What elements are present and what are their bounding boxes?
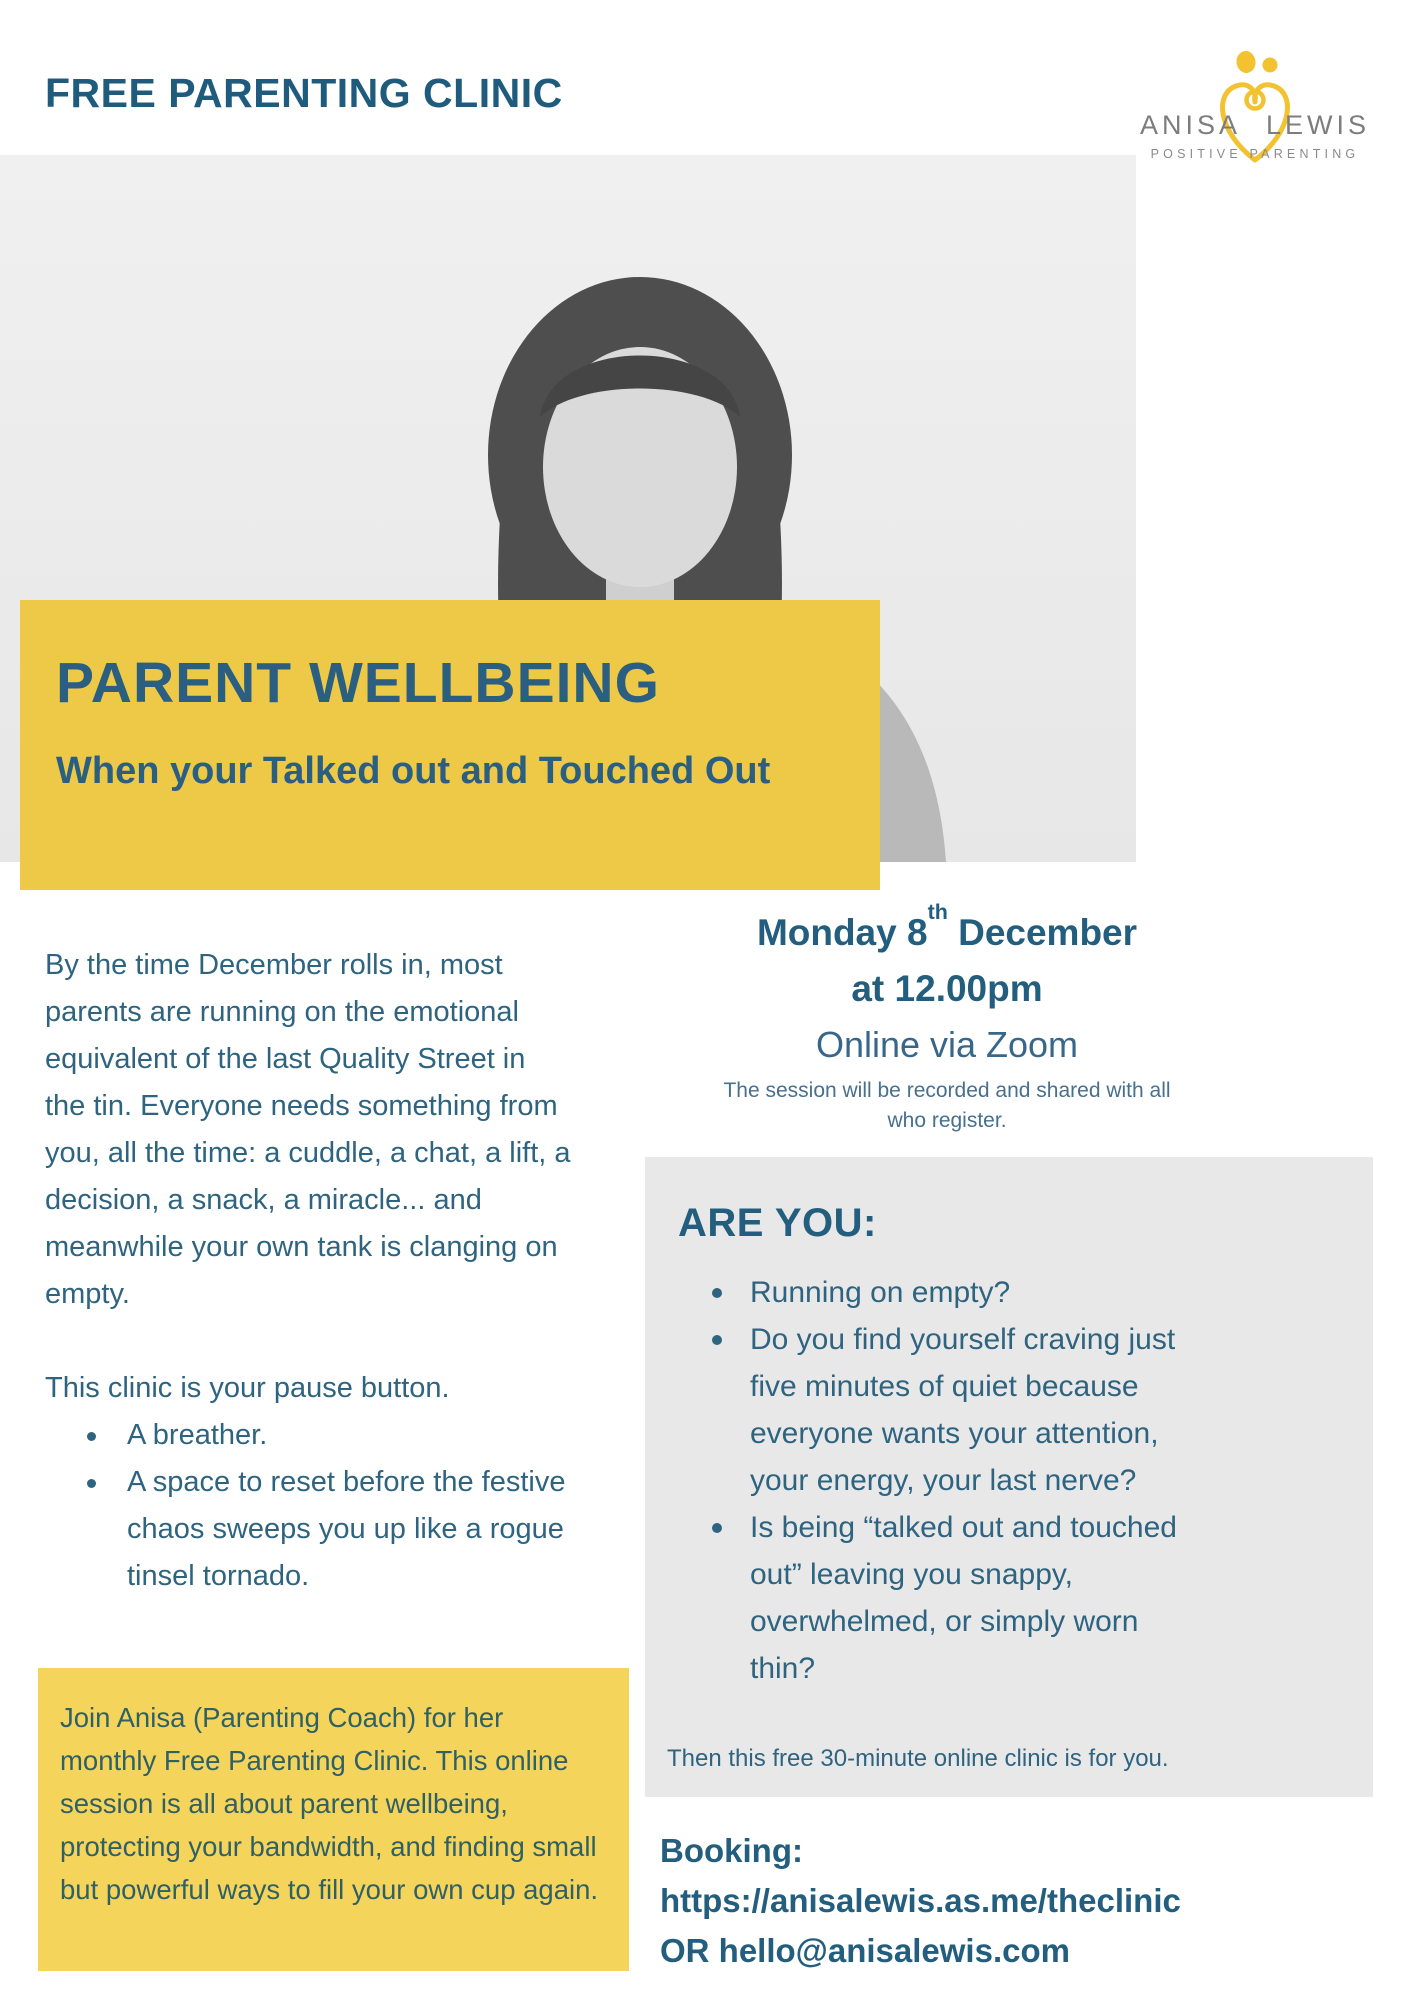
banner-subtitle: When your Talked out and Touched Out bbox=[56, 750, 771, 792]
booking-email: OR hello@anisalewis.com bbox=[660, 1932, 1070, 1969]
are-you-bullet-list bbox=[708, 1269, 1198, 1692]
event-date-prefix: Monday 8 bbox=[756, 912, 928, 953]
are-you-heading: ARE YOU: bbox=[678, 1201, 877, 1245]
logo-name-right: LEWIS bbox=[1265, 110, 1370, 140]
event-recording-note: The session will be recorded and shared with all who register. bbox=[723, 1079, 1171, 1132]
title-banner bbox=[20, 600, 880, 890]
booking-block bbox=[660, 1826, 1380, 1976]
event-date bbox=[647, 899, 1247, 954]
are-you-bullet: Is being “talked out and touched out” leaving you snappy, overwhelmed, or simply worn thin? bbox=[708, 1504, 1198, 1692]
event-platform: Online via Zoom bbox=[815, 1024, 1079, 1065]
logo-tagline: POSITIVE PARENTING bbox=[1150, 147, 1360, 161]
anisa-lewis-logo bbox=[1140, 48, 1370, 168]
logo-name-left: ANISA bbox=[1140, 110, 1242, 140]
are-you-bullet: Do you find yourself craving just five minutes of quiet because everyone wants your attention, your energy, your last nerve? bbox=[708, 1316, 1198, 1504]
intro-paragraph-2: This clinic is your pause button. bbox=[45, 1372, 450, 1404]
intro-bullet: A space to reset before the festive chaos sweeps you up like a rogue tinsel tornado. bbox=[87, 1459, 573, 1600]
banner-title: PARENT WELLBEING bbox=[56, 651, 660, 715]
join-info-box: Join Anisa (Parenting Coach) for her monthly Free Parenting Clinic. This online session is all about parent wellbeing, protecting your bandwidth, and finding small but powerful ways to fill your own cup again. bbox=[38, 1668, 629, 1971]
event-date-ordinal: th bbox=[927, 899, 948, 924]
booking-url: https://anisalewis.as.me/theclinic bbox=[660, 1882, 1181, 1919]
event-date-suffix: December bbox=[947, 912, 1138, 953]
are-you-closing: Then this free 30-minute online clinic is for you. bbox=[667, 1745, 1169, 1772]
logo-name bbox=[1140, 110, 1370, 141]
intro-bullet-list bbox=[45, 1412, 573, 1600]
are-you-box bbox=[645, 1157, 1373, 1797]
intro-bullet: A breather. bbox=[87, 1412, 573, 1459]
intro-paragraph-1: By the time December rolls in, most parents are running on the emotional equivalent of the last Quality Street in the tin. Everyone needs something from you, all the time: a cuddle, a chat, a lift, a decision, a snack, a miracle... and meanwhile your own tank is clanging on empty. bbox=[45, 949, 571, 1310]
are-you-bullet: Running on empty? bbox=[708, 1269, 1198, 1316]
event-details bbox=[647, 899, 1247, 1136]
intro-text bbox=[45, 942, 573, 1600]
event-time: at 12.00pm bbox=[851, 968, 1043, 1009]
booking-label: Booking: bbox=[660, 1832, 803, 1869]
page-title: FREE PARENTING CLINIC bbox=[45, 70, 563, 116]
